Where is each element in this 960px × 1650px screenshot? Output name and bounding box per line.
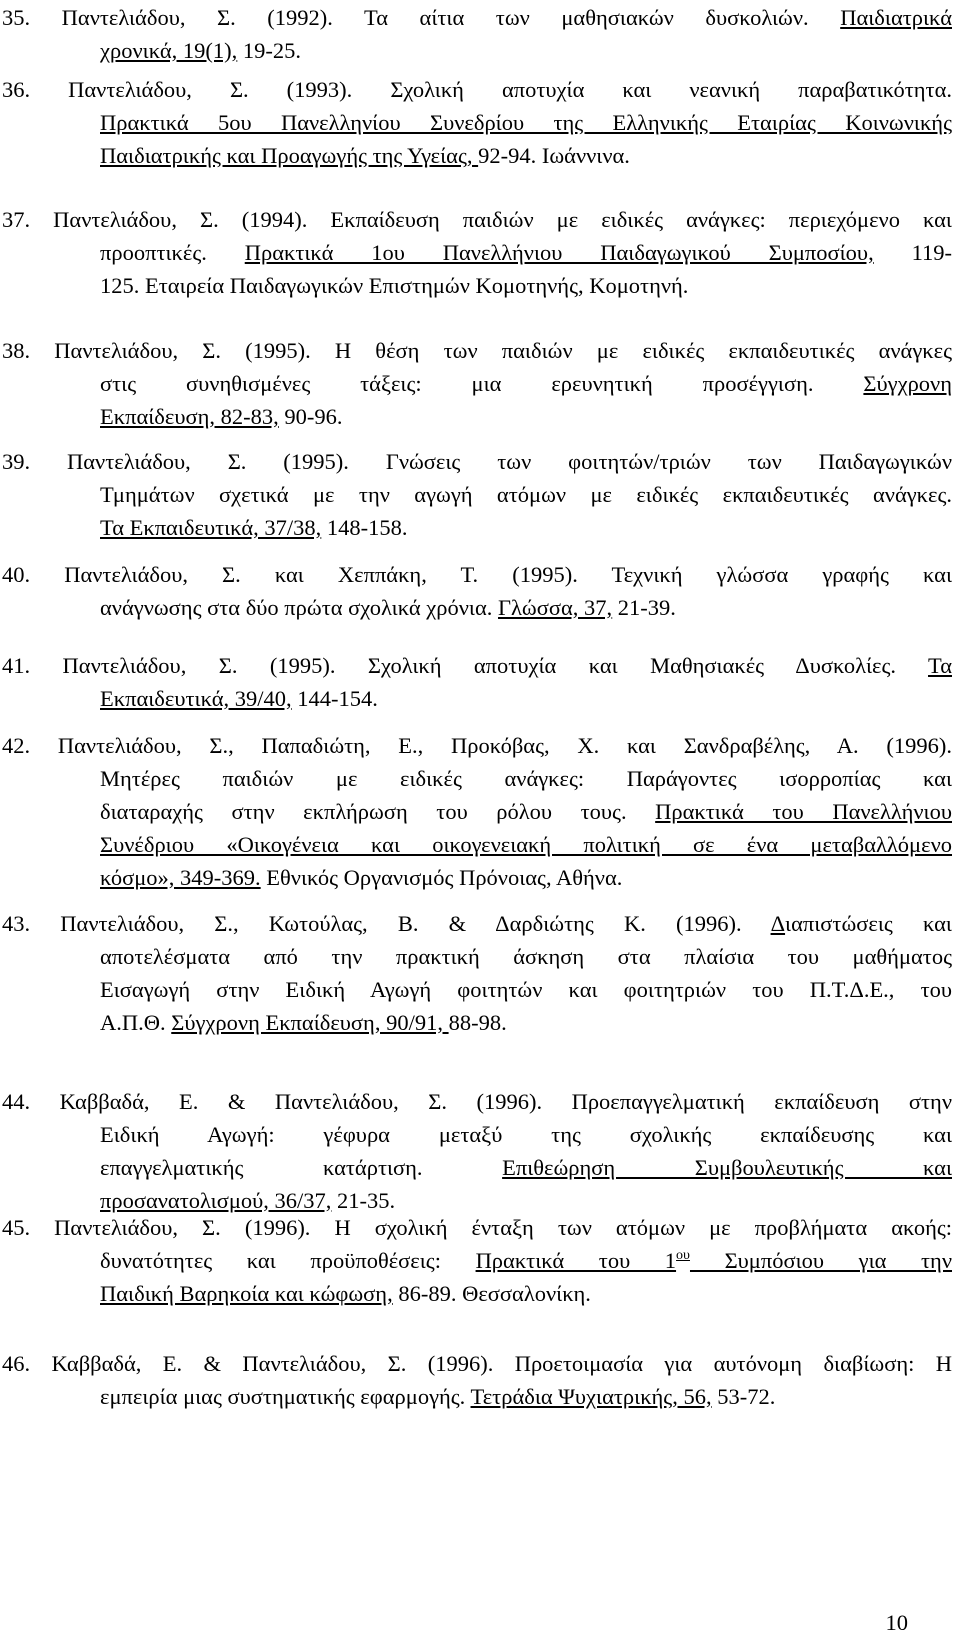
citation-text: εμπειρία μιας συστηματικής εφαρμογής. [100,1384,471,1409]
reference-line [100,682,952,715]
reference-line [2,729,952,762]
citation-text: Εισαγωγή στην Ειδική Αγωγή φοιτητών και φοιτητριών του Π.Τ.Δ.Ε., του [100,977,952,1002]
citation-source-text: κόσμο», 349-369. [100,865,261,890]
citation-text: 53-72. [711,1384,776,1409]
reference-line [100,367,952,400]
reference-line [2,558,952,591]
citation-text: 90-96. [278,404,343,429]
reference-line [100,1006,952,1039]
reference-line [2,1085,952,1118]
citation-text: Α.Π.Θ. [100,1010,172,1035]
citation-source-text: Πρακτικά του 1 [475,1248,677,1273]
citation-text: 92-94. Ιωάννινα. [478,143,630,168]
citation-text: 39. Παντελιάδου, Σ. (1995). Γνώσεις των φοιτητών/τριών των Παιδαγωγικών [2,449,952,474]
reference-line [2,907,952,940]
reference-line [100,861,952,894]
citation-source-text: Συνέδριου «Οικογένεια και οικογενειακή πολιτική σε ένα μεταβαλλόμενο [100,832,952,857]
citation-text: 21-35. [331,1188,396,1213]
citation-text: δυνατότητες και προϋποθέσεις: [100,1248,476,1273]
citation-text: 44. Καββαδά, Ε. & Παντελιάδου, Σ. (1996). Προεπαγγελματική εκπαίδευση στην [2,1089,952,1114]
citation-source-text: Δ [770,911,786,936]
citation-text: 119- [873,240,952,265]
reference-line [100,1277,952,1310]
reference-line [100,1380,952,1413]
citation-text: 144-154. [291,686,378,711]
citation-source-text: Εκπαιδευτικά, 39/40, [100,686,292,711]
citation-text: 86-89. Θεσσαλονίκη. [392,1281,591,1306]
reference-line [100,269,952,302]
reference-line [100,1244,952,1277]
reference-line [2,1211,952,1244]
citation-text: διαταραχής στην εκπλήρωση του ρόλου τους. [100,799,656,824]
reference-line [100,591,952,624]
reference-line [100,106,952,139]
citation-source-text: Σύγχρονη [863,371,952,396]
citation-source-text: Παιδική Βαρηκοία και κώφωση, [100,1281,393,1306]
reference-line [100,34,952,67]
citation-text: 43. Παντελιάδου, Σ., Κωτούλας, Β. & Δαρδιώτης Κ. (1996). [2,911,771,936]
citation-text: 36. Παντελιάδου, Σ. (1993). Σχολική αποτυχία και νεανική παραβατικότητα. [2,77,952,102]
reference-line [100,1151,952,1184]
citation-text: επαγγελματικής κατάρτιση. [100,1155,503,1180]
citation-source-text: Επιθεώρηση Συμβουλευτικής και [502,1155,952,1180]
citation-source-text: Σύγχρονη Εκπαίδευση, 90/91, [171,1010,449,1035]
citation-text: 42. Παντελιάδου, Σ., Παπαδιώτη, Ε., Προκόβας, Χ. και Σανδραβέλης, Α. (1996). [2,733,952,758]
citation-text: 46. Καββαδά, Ε. & Παντελιάδου, Σ. (1996). Προετοιμασία για αυτόνομη διαβίωση: Η [2,1351,952,1376]
citation-text: Ειδική Αγωγή: γέφυρα μεταξύ της σχολικής εκπαίδευσης και [100,1122,952,1147]
reference-line [100,400,952,433]
reference-line [100,1118,952,1151]
reference-line [100,762,952,795]
reference-line [2,1347,952,1380]
citation-text: αποτελέσματα από την πρακτική άσκηση στα πλαίσια του μαθήματος [100,944,952,969]
citation-text: Τμημάτων σχετικά με την αγωγή ατόμων με ειδικές εκπαιδευτικές ανάγκες. [100,482,952,507]
citation-text: 148-158. [321,515,408,540]
citation-text: ιαπιστώσεις και [785,911,952,936]
citation-text: 88-98. [448,1010,507,1035]
citation-source-text: Εκπαίδευση, 82-83, [100,404,279,429]
reference-line [100,236,952,269]
citation-text: στις συνηθισμένες τάξεις: μια ερευνητική προσέγγιση. [100,371,864,396]
citation-source-text: Πρακτικά του Πανελλήνιου [655,799,952,824]
citation-source-text: χρονικά, 19(1), [100,38,238,63]
citation-source-text: Παιδιατρικά [840,5,952,30]
citation-source-text: Παιδιατρικής και Προαγωγής της Υγείας, [100,143,479,168]
citation-text: 37. Παντελιάδου, Σ. (1994). Εκπαίδευση παιδιών με ειδικές ανάγκες: περιεχόμενο και [2,207,952,232]
reference-line [100,973,952,1006]
reference-line [2,1,952,34]
citation-source-text: ου [676,1248,690,1263]
reference-line [100,139,952,172]
citation-text: 35. Παντελιάδου, Σ. (1992). Τα αίτια των μαθησιακών δυσκολιών. [2,5,841,30]
reference-line [100,478,952,511]
reference-line [100,940,952,973]
citation-text: 38. Παντελιάδου, Σ. (1995). Η θέση των παιδιών με ειδικές εκπαιδευτικές ανάγκες [2,338,952,363]
reference-line [100,511,952,544]
citation-text: Εθνικός Οργανισμός Πρόνοιας, Αθήνα. [260,865,623,890]
citation-text: 19-25. [237,38,301,63]
citation-source-text: Τετράδια Ψυχιατρικής, 56, [470,1384,712,1409]
reference-line [2,73,952,106]
citation-text: 41. Παντελιάδου, Σ. (1995). Σχολική αποτυχία και Μαθησιακές Δυσκολίες. [2,653,929,678]
citation-text: Μητέρες παιδιών με ειδικές ανάγκες: Παράγοντες ισορροπίας και [100,766,952,791]
citation-source-text: Τα Εκπαιδευτικά, 37/38, [100,515,322,540]
reference-line [100,828,952,861]
citation-source-text: Τα [928,653,952,678]
citation-source-text: Γλώσσα, 37, [498,595,613,620]
citation-text: 21-39. [612,595,676,620]
citation-text: προοπτικές. [100,240,245,265]
citation-text: ανάγνωσης στα δύο πρώτα σχολικά χρόνια. [100,595,499,620]
reference-line [2,334,952,367]
page-number: 10 [885,1610,908,1635]
reference-line [2,445,952,478]
reference-line [100,795,952,828]
citation-source-text: Πρακτικά 5ου Πανελληνίου Συνεδρίου της Ελληνικής Εταιρίας Κοινωνικής [100,110,952,135]
citation-text: 125. Εταιρεία Παιδαγωγικών Επιστημών Κομοτηνής, Κομοτηνή. [100,273,689,298]
citation-text: 45. Παντελιάδου, Σ. (1996). Η σχολική ένταξη των ατόμων με προβλήματα ακοής: [2,1215,952,1240]
reference-line [2,203,952,236]
citation-source-text: Συμπόσιου για την [689,1248,952,1273]
citation-source-text: Πρακτικά 1ου Πανελλήνιου Παιδαγωγικού Συμποσίου, [244,240,874,265]
citation-source-text: προσανατολισμού, 36/37, [100,1188,332,1213]
reference-line [2,649,952,682]
citation-text: 40. Παντελιάδου, Σ. και Χεππάκη, Τ. (1995). Τεχνική γλώσσα γραφής και [2,562,952,587]
